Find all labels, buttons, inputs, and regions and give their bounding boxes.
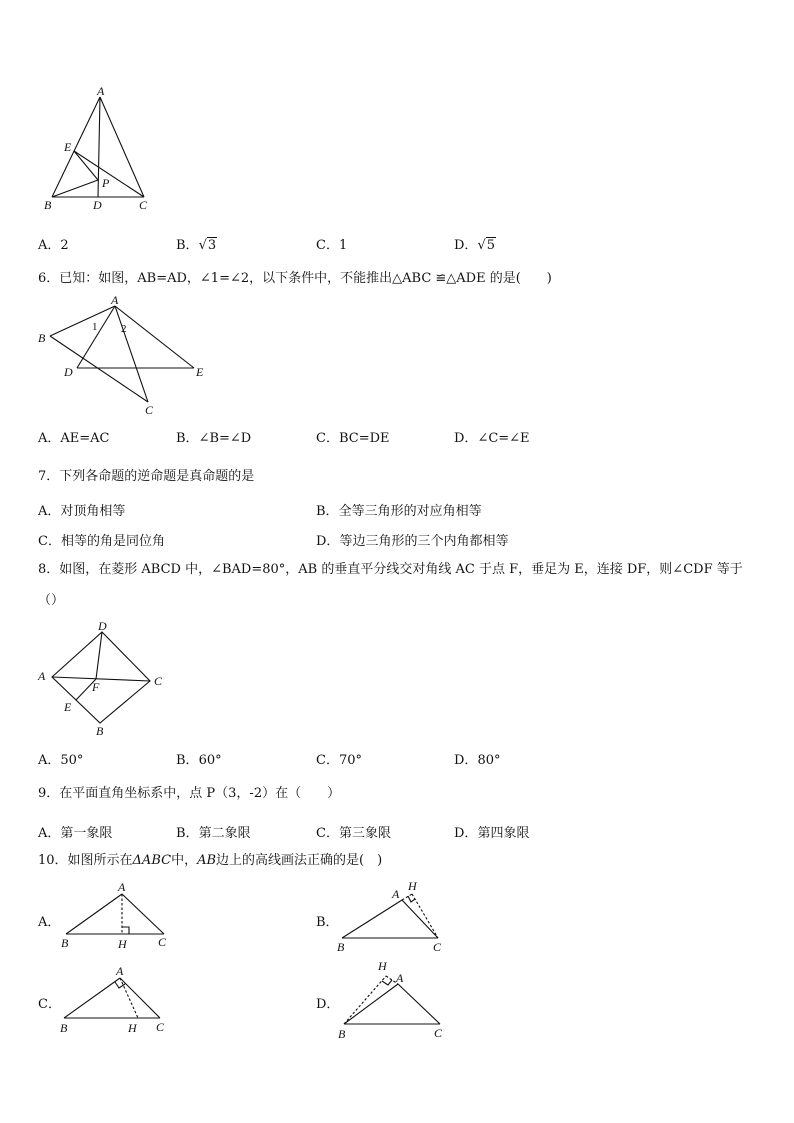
q7-stem: 7．下列各命题的逆命题是真命题的是 bbox=[38, 469, 255, 484]
q10b-label-a: A bbox=[392, 887, 400, 901]
q5-label-d: D bbox=[93, 198, 102, 212]
q5-seg-ep bbox=[74, 151, 98, 180]
q10d-label-a: A bbox=[396, 971, 404, 985]
q5-option-d[interactable]: D．√5 bbox=[454, 238, 496, 253]
q6-seg-ae bbox=[115, 306, 194, 368]
q10b-label-h: H bbox=[408, 879, 417, 893]
q10d-seg-ab bbox=[344, 984, 398, 1024]
q8-label-c: C bbox=[154, 674, 163, 688]
q8-label-e: E bbox=[64, 700, 72, 714]
q10d-altitude bbox=[344, 976, 386, 1024]
sqrt-symbol: √3 bbox=[198, 238, 217, 253]
q9-option-a[interactable]: A．第一象限 bbox=[38, 826, 113, 841]
q9-option-d[interactable]: D．第四象限 bbox=[454, 826, 530, 841]
q10b-altitude bbox=[412, 894, 438, 938]
q6-figure bbox=[36, 292, 216, 420]
q10d-label-c: C bbox=[434, 1026, 443, 1040]
q10-option-b[interactable]: B． bbox=[316, 915, 339, 930]
q6-label-b: B bbox=[38, 331, 46, 345]
q6-option-d[interactable]: D．∠C=∠E bbox=[454, 431, 530, 446]
q5-label-p: P bbox=[102, 176, 110, 190]
q8-option-a[interactable]: A．50° bbox=[38, 753, 84, 768]
q5-label-e: E bbox=[64, 140, 72, 154]
q7-option-c[interactable]: C．相等的角是同位角 bbox=[38, 534, 165, 549]
q6-stem: 6．已知：如图，AB=AD，∠1=∠2，以下条件中，不能推出△ABC ≌△ADE 的是( ) bbox=[38, 271, 552, 286]
q10a-seg-ab bbox=[66, 894, 122, 934]
q10a-label-c: C bbox=[158, 935, 167, 949]
q8-option-d[interactable]: D．80° bbox=[454, 753, 501, 768]
q9-option-b[interactable]: B．第二象限 bbox=[176, 826, 251, 841]
q6-label-a: A bbox=[111, 293, 119, 307]
q6-label-2: 2 bbox=[121, 323, 127, 335]
sqrt-symbol: √5 bbox=[477, 238, 496, 253]
q8-seg-ac bbox=[52, 677, 150, 681]
q10b-seg-ab bbox=[342, 900, 402, 938]
q6-label-e: E bbox=[196, 365, 204, 379]
q10c-seg-ac bbox=[120, 978, 160, 1018]
q10d-seg-ac bbox=[398, 984, 440, 1024]
q10c-seg-ab bbox=[64, 978, 120, 1018]
q10-figure-a bbox=[60, 880, 180, 952]
q10-option-d[interactable]: D． bbox=[316, 997, 340, 1012]
q10d-right-angle bbox=[382, 980, 392, 985]
q10a-right-angle bbox=[122, 927, 129, 934]
q10a-label-a: A bbox=[118, 880, 126, 894]
q10-figure-d bbox=[334, 956, 454, 1042]
q8-label-a: A bbox=[38, 669, 46, 683]
q10-option-a[interactable]: A． bbox=[38, 915, 61, 930]
q10b-label-c: C bbox=[433, 940, 442, 954]
q8-option-c[interactable]: C．70° bbox=[316, 753, 362, 768]
q8-label-f: F bbox=[92, 680, 100, 694]
q5-option-b[interactable]: B．√3 bbox=[176, 238, 217, 253]
q6-label-c: C bbox=[145, 403, 154, 417]
q5-label-b: B bbox=[44, 198, 52, 212]
q10-figure-b bbox=[334, 876, 454, 956]
q5-label-c: C bbox=[139, 198, 148, 212]
q9-stem: 9．在平面直角坐标系中，点 P（3，-2）在（ ） bbox=[38, 786, 341, 801]
q5-option-c[interactable]: C．1 bbox=[316, 238, 348, 253]
q7-option-a[interactable]: A．对顶角相等 bbox=[38, 504, 126, 519]
q6-label-1: 1 bbox=[92, 321, 98, 333]
q10a-label-b: B bbox=[61, 936, 69, 950]
q10c-label-a: A bbox=[116, 964, 124, 978]
q10-option-c[interactable]: C． bbox=[38, 997, 61, 1012]
q6-option-c[interactable]: C．BC=DE bbox=[316, 431, 390, 446]
q10b-seg-ah bbox=[402, 894, 412, 900]
q8-label-d: D bbox=[98, 619, 107, 633]
q6-label-d: D bbox=[64, 365, 73, 379]
q10a-seg-ac bbox=[122, 894, 164, 934]
q5-seg-ad bbox=[98, 97, 100, 197]
q7-option-b[interactable]: B．全等三角形的对应角相等 bbox=[316, 504, 482, 519]
q8-stem-line1: 8．如图，在菱形 ABCD 中，∠BAD=80°，AB 的垂直平分线交对角线 AC 于点 F，垂足为 E，连接 DF，则∠CDF 等于 bbox=[38, 562, 743, 577]
q10c-label-h: H bbox=[128, 1021, 137, 1035]
q10c-altitude bbox=[120, 978, 138, 1018]
q6-option-b[interactable]: B．∠B=∠D bbox=[176, 431, 252, 446]
q8-seg-df bbox=[96, 632, 102, 679]
q6-seg-ac bbox=[115, 306, 148, 402]
q6-option-a[interactable]: A．AE=AC bbox=[38, 431, 110, 446]
q10c-label-c: C bbox=[156, 1020, 165, 1034]
q10b-right-angle bbox=[408, 896, 415, 902]
q10a-label-h: H bbox=[118, 937, 127, 951]
q9-option-c[interactable]: C．第三象限 bbox=[316, 826, 391, 841]
q8-option-b[interactable]: B．60° bbox=[176, 753, 222, 768]
q10b-seg-ac bbox=[402, 900, 438, 938]
q10-figure-c bbox=[60, 962, 180, 1036]
q10d-label-h: H bbox=[378, 959, 387, 973]
q8-stem-line2: （） bbox=[38, 593, 65, 608]
q7-option-d[interactable]: D．等边三角形的三个内角都相等 bbox=[316, 534, 509, 549]
q8-label-b: B bbox=[96, 724, 104, 738]
q5-label-a: A bbox=[97, 84, 105, 98]
q10-stem: 10．如图所示在ΔABC中，AB边上的高线画法正确的是( ) bbox=[38, 853, 383, 868]
q5-option-a[interactable]: A．2 bbox=[38, 238, 69, 253]
q10d-label-b: B bbox=[338, 1027, 346, 1041]
q8-figure bbox=[36, 617, 186, 739]
q10b-label-b: B bbox=[337, 940, 345, 954]
q5-figure bbox=[40, 85, 170, 215]
q10c-label-b: B bbox=[60, 1021, 68, 1035]
